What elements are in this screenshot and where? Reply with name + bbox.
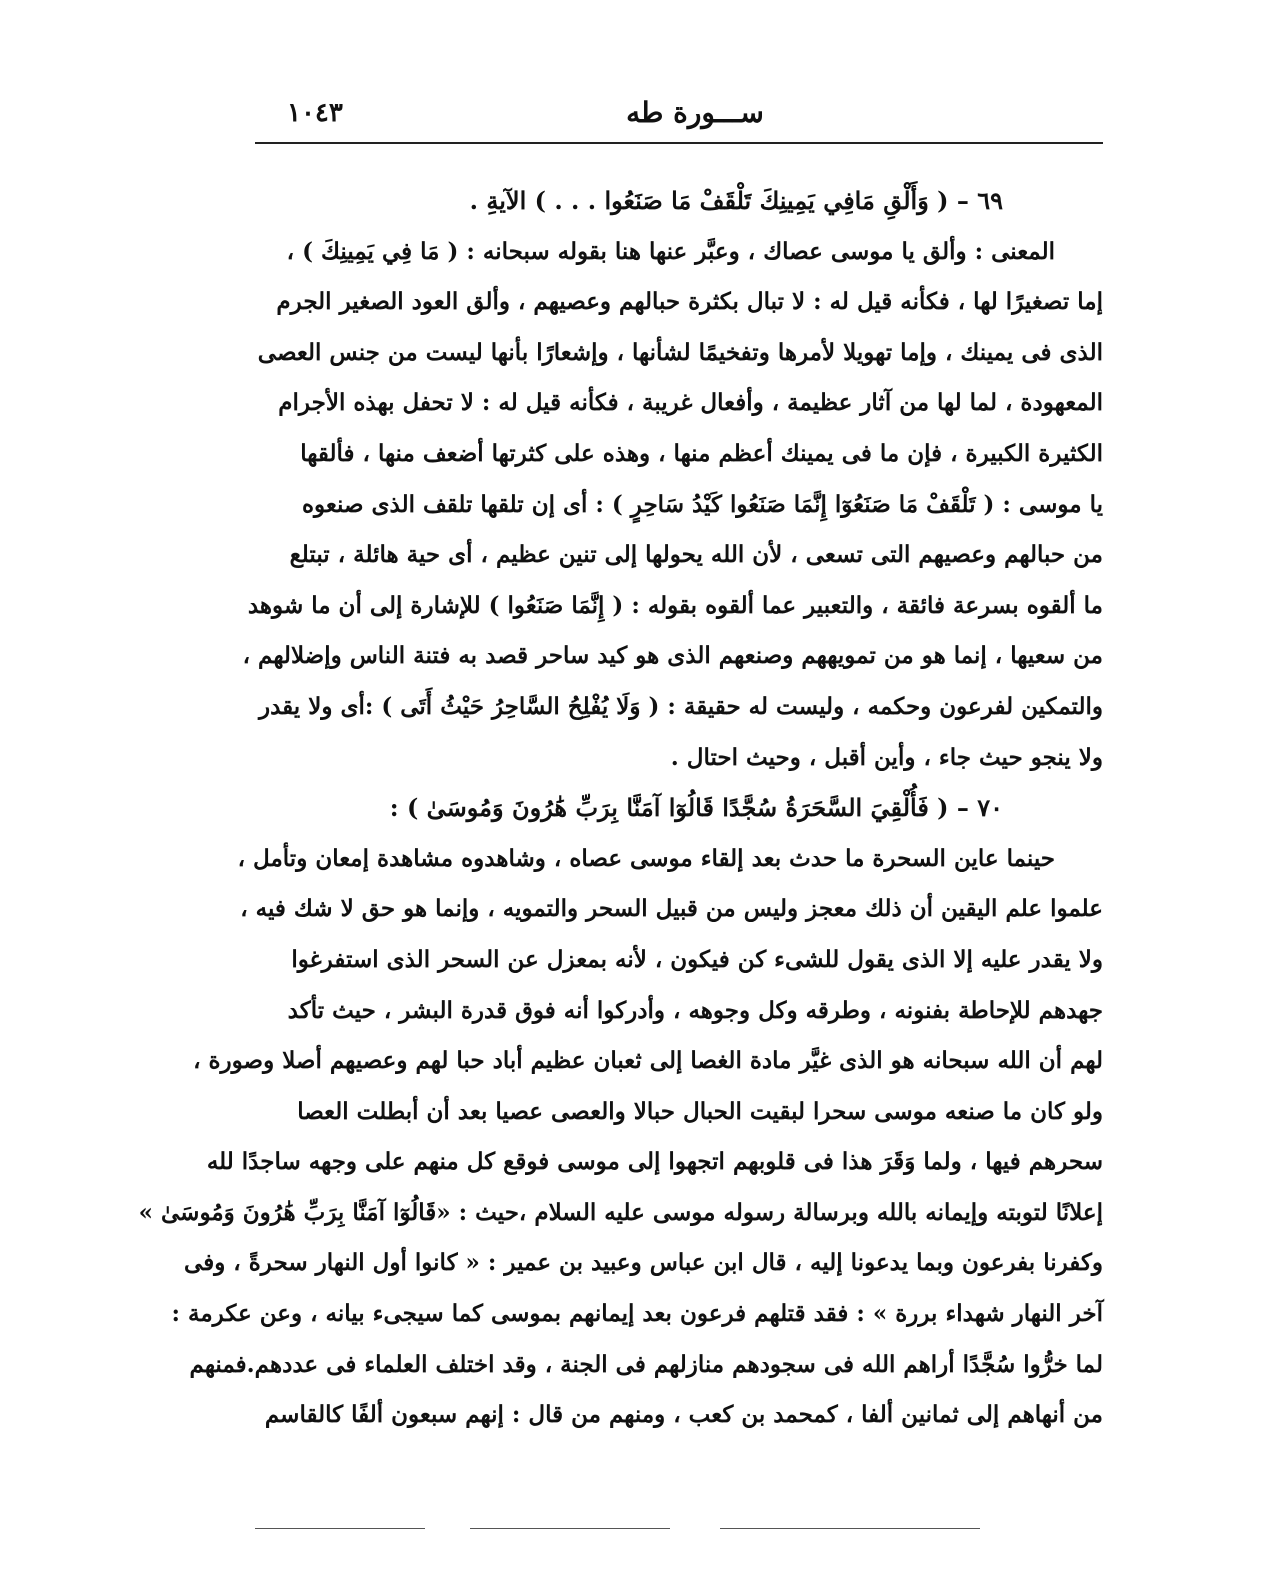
surah-title: ســـورة طه [626,96,764,129]
page-body [138,176,1103,1441]
page-number: ١٠٤٣ [287,98,343,128]
text-line: إما تصغيرًا لها ، فكأنه قيل له : لا تبال بكثرة حبالهم وعصيهم ، وألق العود الصغير الجرم [276,288,1103,316]
text-line: آخر النهار شهداء بررة » : فقد قتلهم فرعون بعد إيمانهم بموسى كما سيجىء بيانه ، وعن عكرمة : [171,1300,1103,1328]
text-line: ولا يقدر عليه إلا الذى يقول للشىء كن فيكون ، لأنه بمعزل عن السحر الذى استفرغوا [291,945,1103,973]
text-line: ولو كان ما صنعه موسى سحرا لبقيت الحبال حبالا والعصى عصيا بعد أن أبطلت العصا [297,1097,1103,1125]
text-line: وكفرنا بفرعون وبما يدعونا إليه ، قال ابن عباس وعبيد بن عمير : « كانوا أول النهار سحرةً ، وفى [184,1249,1103,1277]
page-header [255,96,1103,144]
footer-divider [470,1528,670,1529]
text-line: المعنى : وألق يا موسى عصاك ، وعبَّر عنها هنا بقوله سبحانه : ( مَا فِي يَمِينِكَ ) ، [286,237,1055,265]
text-line: من أنهاهم إلى ثمانين ألفا ، كمحمد بن كعب ، ومنهم من قال : إنهم سبعون ألفًا كالقاسم [264,1401,1103,1429]
footer-divider [255,1528,425,1529]
text-line: إعلانًا لتوبته وإيمانه بالله وبرسالة رسوله موسى عليه السلام ،حيث : «قَالُوٓا آمَنَّا بِرَبِّ هَٰرُونَ وَمُوسَىٰ » [138,1198,1103,1226]
verse-69-heading: ٦٩ – ( وَأَلْقِ مَافِي يَمِينِكَ تَلْقَفْ مَا صَنَعُوا . . . ) الآيةِ . [469,186,1003,215]
text-line: علموا علم اليقين أن ذلك معجز وليس من قبيل السحر والتمويه ، وإنما هو حق لا شك فيه ، [240,895,1103,923]
text-line: جهدهم للإحاطة بفنونه ، وطرقه وكل وجوهه ، وأدركوا أنه فوق قدرة البشر ، حيث تأكد [287,996,1103,1024]
text-line: لهم أن الله سبحانه هو الذى غيَّر مادة الغصا إلى ثعبان عظيم أباد حبا لهم وعصيهم أصلا وصورة ، [193,1047,1103,1075]
text-line: ولا ينجو حيث جاء ، وأين أقبل ، وحيث احتال . [670,743,1103,771]
text-line: الكثيرة الكبيرة ، فإن ما فى يمينك أعظم منها ، وهذه على كثرتها أضعف منها ، فألقها [300,439,1103,467]
text-line: من سعيها ، إنما هو من تمويههم وصنعهم الذى هو كيد ساحر قصد به فتنة الناس وإضلالهم ، [242,642,1103,670]
text-line: المعهودة ، لما لها من آثار عظيمة ، وأفعال غريبة ، فكأنه قيل له : لا تحفل بهذه الأجرام [278,389,1103,417]
verse-70-heading: ٧٠ – ( فَأُلْقِيَ السَّحَرَةُ سُجَّدًا قَالُوٓا آمَنَّا بِرَبِّ هَٰرُونَ وَمُوسَىٰ ) : [389,793,1003,823]
text-line: سحرهم فيها ، ولما وَقَرَ هذا فى قلوبهم اتجهوا إلى موسى فوقع كل منهم على وجهه ساجدًا لله [206,1148,1103,1176]
text-line: الذى فى يمينك ، وإما تهويلا لأمرها وتفخيمًا لشأنها ، وإشعارًا بأنها ليست من جنس العصى [257,338,1103,366]
text-line: ما ألقوه بسرعة فائقة ، والتعبير عما ألقوه بقوله : ( إِنَّمَا صَنَعُوا ) للإشارة إلى أن ما شوهد [247,591,1103,619]
text-line: والتمكين لفرعون وحكمه ، وليست له حقيقة : ( وَلَا يُفْلِحُ السَّاحِرُ حَيْثُ أَتَى ) :أى ولا يقدر [258,692,1103,720]
text-line: حينما عاين السحرة ما حدث بعد إلقاء موسى عصاه ، وشاهدوه مشاهدة إمعان وتأمل ، [237,844,1055,872]
text-line: يا موسى : ( تَلْقَفْ مَا صَنَعُوٓا إِنَّمَا صَنَعُوا كَيْدُ سَاحِرٍ ) : أى إن تلقها تلقف الذى صنعوه [301,490,1103,518]
text-line: من حبالهم وعصيهم التى تسعى ، لأن الله يحولها إلى تنين عظيم ، أى حية هائلة ، تبتلع [289,541,1103,569]
text-line: لما خرُّوا سُجَّدًا أراهم الله فى سجودهم منازلهم فى الجنة ، وقد اختلف العلماء فى عددهم.فمنهم [189,1350,1103,1378]
footer-divider [720,1528,980,1529]
